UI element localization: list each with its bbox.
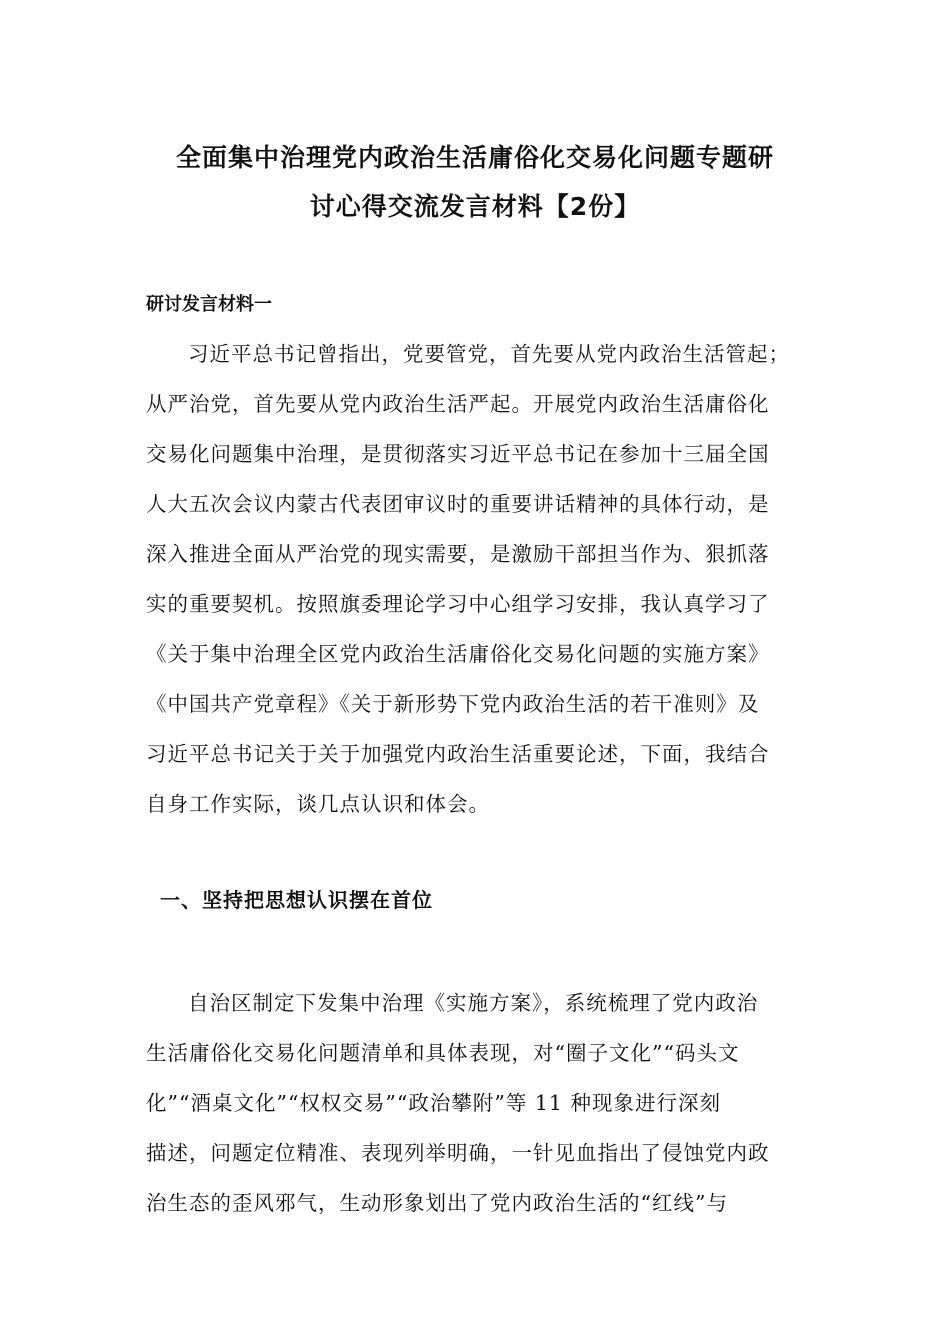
- paragraph-line: 交易化问题集中治理，是贯彻落实习近平总书记在参加十三届全国: [146, 442, 770, 466]
- paragraph-line: 习近平总书记曾指出，党要管党，首先要从党内政治生活管起；: [188, 342, 790, 366]
- document-title-line-2: 讨心得交流发言材料【2份】: [309, 192, 641, 221]
- paragraph-line: 从严治党，首先要从党内政治生活严起。开展党内政治生活庸俗化: [146, 392, 770, 416]
- section-label: 研讨发言材料一: [146, 294, 272, 315]
- document-title-line-1: 全面集中治理党内政治生活庸俗化交易化问题专题研: [175, 143, 774, 172]
- paragraph-line: 治生态的歪风邪气，生动形象划出了党内政治生活的“红线”与: [146, 1191, 728, 1215]
- paragraph-line: 《关于集中治理全区党内政治生活庸俗化交易化问题的实施方案》: [146, 642, 770, 666]
- paragraph-line: 实的重要契机。按照旗委理论学习中心组学习安排，我认真学习了: [146, 592, 770, 616]
- paragraph-line: 描述，问题定位精准、表现列举明确，一针见血指出了侵蚀党内政: [146, 1141, 770, 1165]
- paragraph-line: 自治区制定下发集中治理《实施方案》，系统梳理了党内政治: [188, 991, 759, 1015]
- paragraph-line: 化”“酒桌文化”“权权交易”“政治攀附”等 11 种现象进行深刻: [146, 1091, 721, 1115]
- paragraph-line: 生活庸俗化交易化问题清单和具体表现，对“圈子文化”“码头文: [146, 1041, 740, 1065]
- paragraph-line: 《中国共产党章程》《关于新形势下党内政治生活的若干准则》及: [146, 692, 760, 716]
- paragraph-line: 自身工作实际，谈几点认识和体会。: [146, 792, 490, 816]
- section-heading: 一、坚持把思想认识摆在首位: [160, 888, 433, 912]
- paragraph-line: 深入推进全面从严治党的现实需要，是激励干部担当作为、狠抓落: [146, 542, 770, 566]
- paragraph-line: 人大五次会议内蒙古代表团审议时的重要讲话精神的具体行动，是: [146, 492, 770, 516]
- paragraph-line: 习近平总书记关于关于加强党内政治生活重要论述，下面，我结合: [146, 742, 770, 766]
